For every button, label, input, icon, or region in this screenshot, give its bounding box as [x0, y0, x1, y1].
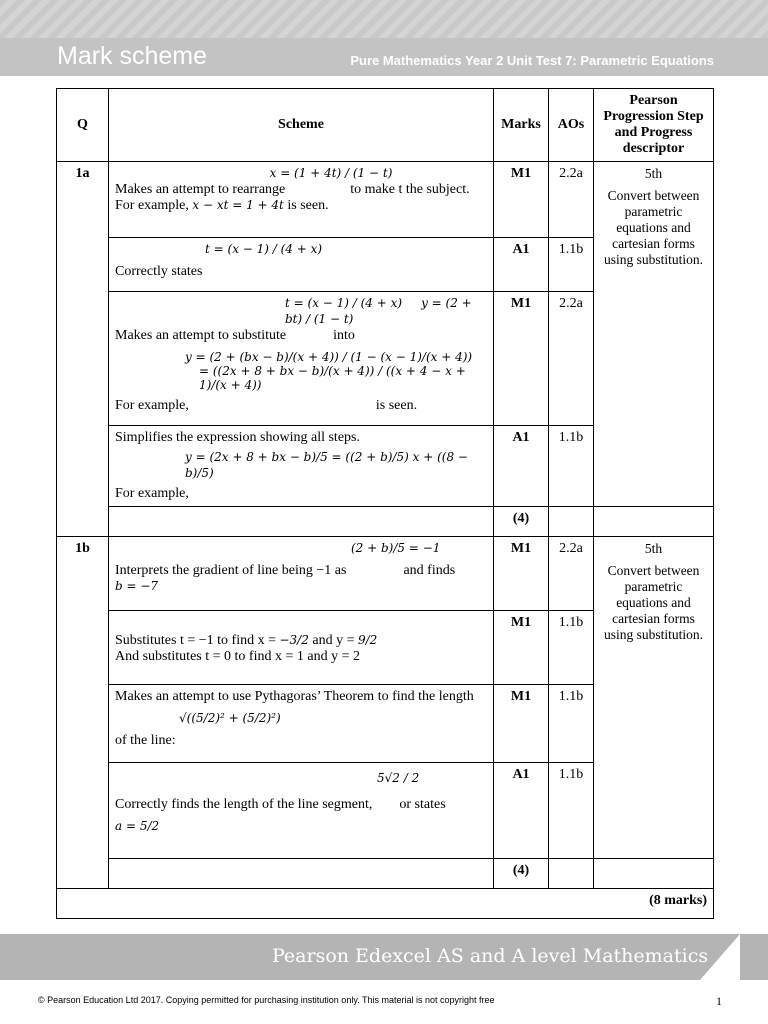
scheme-cell: [109, 611, 494, 685]
page-subtitle: Pure Mathematics Year 2 Unit Test 7: Parametric Equations: [350, 53, 714, 68]
table-header-row: [57, 89, 714, 162]
equation: t = (x − 1) / (4 + x): [285, 296, 403, 310]
page-title: Mark scheme: [57, 42, 208, 70]
header-scheme: Scheme: [109, 89, 494, 162]
progression-step: 5th: [644, 541, 663, 556]
mark-code: A1: [494, 763, 549, 859]
table-row: [57, 507, 714, 537]
ao-code: 1.1b: [549, 426, 594, 507]
mark-code: M1: [494, 162, 549, 238]
question-label: 1a: [57, 162, 109, 537]
scheme-text: For example,: [115, 398, 189, 413]
scheme-text: and y =: [312, 633, 355, 648]
subtotal: (4): [494, 507, 549, 537]
mark-code: A1: [494, 426, 549, 507]
header-descriptor: Pearson Progression Step and Progress descriptor: [594, 89, 714, 162]
scheme-text: And substitutes t = 0 to find x = 1 and y = 2: [115, 649, 360, 664]
progression-descriptor: [594, 537, 714, 859]
ao-code: 1.1b: [549, 685, 594, 763]
scheme-text: into: [333, 328, 355, 343]
page-number: 1: [716, 994, 722, 1008]
ao-cell: [549, 507, 594, 537]
ao-code: 1.1b: [549, 763, 594, 859]
copyright-notice: © Pearson Education Ltd 2017. Copying permitted for purchasing institution only. This material is not copyright free: [38, 995, 495, 1005]
ao-code: 1.1b: [549, 238, 594, 292]
mark-code: M1: [494, 611, 549, 685]
mark-code: M1: [494, 537, 549, 611]
scheme-text: of the line:: [115, 733, 176, 748]
header-marks: Marks: [494, 89, 549, 162]
scheme-cell: [109, 763, 494, 859]
scheme-cell: [109, 426, 494, 507]
scheme-text: For example,: [115, 486, 189, 501]
descriptor-cell: [594, 507, 714, 537]
scheme-cell: [109, 859, 494, 889]
ao-code: 2.2a: [549, 162, 594, 238]
descriptor-cell: [594, 859, 714, 889]
progression-descriptor: [594, 162, 714, 507]
equation: a = 5/2: [115, 819, 160, 833]
mark-code: M1: [494, 685, 549, 763]
footer-brand: Pearson Edexcel AS and A level Mathematics: [272, 945, 709, 967]
equation: t = (x − 1) / (4 + x): [205, 242, 323, 256]
scheme-cell: [109, 537, 494, 611]
equation: y = (2 + (bx − b)/(x + 4)) / (1 − (x − 1)/(x + 4)): [185, 350, 473, 364]
equation: = ((2x + 8 + bx − b)/(x + 4)) / ((x + 4 − x + 1)/(x + 4)): [199, 364, 466, 392]
ao-code: 2.2a: [549, 537, 594, 611]
table-row: [57, 537, 714, 611]
scheme-text: is seen.: [287, 198, 329, 213]
scheme-text: Makes an attempt to rearrange: [115, 182, 286, 197]
descriptor-text: Convert between parametric equations and cartesian forms using substitution.: [603, 188, 703, 267]
scheme-text: and finds: [403, 563, 456, 578]
subtotal: (4): [494, 859, 549, 889]
equation: −3/2: [279, 633, 309, 647]
equation: √((5/2)² + (5/2)²): [179, 711, 281, 725]
mark-code: M1: [494, 292, 549, 426]
header-aos: AOs: [549, 89, 594, 162]
progression-step: 5th: [644, 166, 663, 181]
scheme-text: is seen.: [375, 398, 418, 413]
equation: y = (2x + 8 + bx − b)/5 = ((2 + b)/5) x + ((8 − b)/5): [185, 450, 468, 480]
descriptor-text: Convert between parametric equations and cartesian forms using substitution.: [603, 563, 703, 642]
scheme-cell: [109, 507, 494, 537]
scheme-text: Correctly states: [115, 264, 203, 279]
scheme-text: Interprets the gradient of line being −1 as: [115, 563, 347, 578]
scheme-text: or states: [399, 797, 446, 812]
equation: y = (2 + bt) / (1 − t): [285, 296, 472, 326]
equation: b = −7: [115, 579, 159, 593]
equation: 5√2 / 2: [377, 771, 420, 785]
grand-total: (8 marks): [57, 889, 714, 919]
mark-scheme-table: [56, 88, 714, 919]
equation: (2 + b)/5 = −1: [351, 541, 441, 555]
scheme-text: Substitutes t = −1 to find x =: [115, 633, 276, 648]
scheme-text: Makes an attempt to use Pythagoras’ Theorem to find the length: [115, 689, 474, 704]
scheme-cell: [109, 685, 494, 763]
scheme-cell: [109, 292, 494, 426]
scheme-text: Simplifies the expression showing all steps.: [115, 430, 360, 445]
header-q: Q: [57, 89, 109, 162]
equation: 9/2: [357, 633, 378, 647]
equation: x − xt = 1 + 4t: [192, 198, 284, 212]
scheme-cell: [109, 162, 494, 238]
ao-cell: [549, 859, 594, 889]
scheme-text: Makes an attempt to substitute: [115, 328, 287, 343]
scheme-text: Correctly finds the length of the line segment,: [115, 797, 373, 812]
ao-code: 1.1b: [549, 611, 594, 685]
scheme-text: to make t the subject.: [350, 182, 470, 197]
equation: x = (1 + 4t) / (1 − t): [269, 166, 393, 180]
grand-total-row: [57, 889, 714, 919]
scheme-text: For example,: [115, 198, 189, 213]
table-row: [57, 162, 714, 238]
ao-code: 2.2a: [549, 292, 594, 426]
table-row: [57, 859, 714, 889]
mark-code: A1: [494, 238, 549, 292]
scheme-cell: [109, 238, 494, 292]
question-label: 1b: [57, 537, 109, 889]
